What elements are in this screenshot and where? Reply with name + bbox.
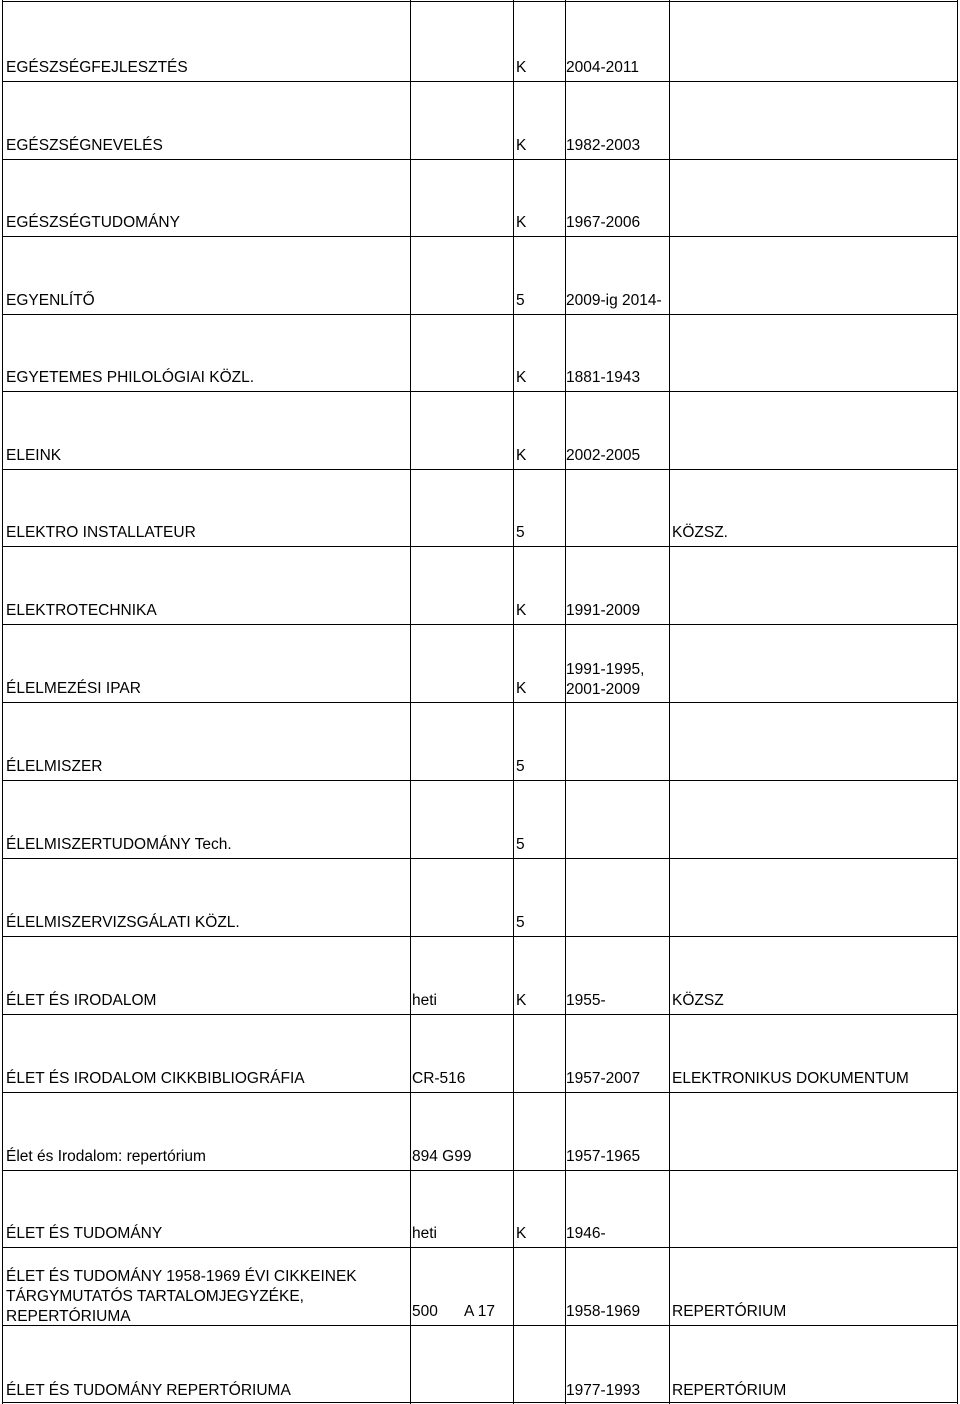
cell-freq: heti (412, 992, 437, 1009)
cell-code: K (516, 447, 527, 464)
cell-title: Élet és Irodalom: repertórium (6, 1148, 206, 1165)
cell-freq: 500 (412, 1303, 438, 1320)
cell-note: REPERTÓRIUM (672, 1382, 787, 1399)
cell-freq: CR-516 (412, 1070, 466, 1087)
cell-freq: heti (412, 1225, 437, 1242)
cell-title: ÉLET ÉS TUDOMÁNY 1958-1969 ÉVI CIKKEINEK TÁRGYMUTATÓS TARTALOMJEGYZÉKE, REPERTÓRIUMA (6, 1268, 357, 1325)
cell-years: 2002-2005 (566, 447, 641, 464)
cell-title: ÉLET ÉS TUDOMÁNY REPERTÓRIUMA (6, 1382, 291, 1399)
cell-code: K (516, 680, 527, 697)
cell-title: EGÉSZSÉGNEVELÉS (6, 137, 163, 154)
cell-code: 5 (516, 292, 525, 309)
cell-title: ÉLELMEZÉSI IPAR (6, 680, 141, 697)
cell-title: ÉLET ÉS TUDOMÁNY (6, 1225, 163, 1242)
cell-title: EGYENLÍTŐ (6, 292, 95, 309)
cell-years: 1991-2009 (566, 602, 641, 619)
cell-title: ELEKTRO INSTALLATEUR (6, 524, 196, 541)
cell-title: EGYETEMES PHILOLÓGIAI KÖZL. (6, 369, 255, 386)
cell-code: K (516, 992, 527, 1009)
cell-title: ELEINK (6, 447, 62, 464)
cell-years: 1957-1965 (566, 1148, 641, 1165)
cell-code: 5 (516, 758, 525, 775)
cell-years: 1958-1969 (566, 1303, 641, 1320)
cell-code: K (516, 1225, 527, 1242)
cell-years: 1991-1995, 2001-2009 (566, 661, 645, 698)
cell-years: 1977-1993 (566, 1382, 641, 1399)
cell-code: 5 (516, 836, 525, 853)
cell-title: ÉLET ÉS IRODALOM (6, 992, 157, 1009)
cell-title: ÉLELMISZER (6, 758, 103, 775)
cell-code: K (516, 59, 527, 76)
cell-freq: 894 G99 (412, 1148, 472, 1165)
cell-title: EGÉSZSÉGTUDOMÁNY (6, 214, 180, 231)
cell-years: 1881-1943 (566, 369, 641, 386)
cell-note: KÖZSZ. (672, 524, 728, 541)
cell-code: 5 (516, 914, 525, 931)
cell-code: A 17 (464, 1303, 496, 1320)
cell-years: 1967-2006 (566, 214, 641, 231)
cell-years: 1946- (566, 1225, 606, 1242)
cell-years: 1957-2007 (566, 1070, 641, 1087)
cell-code: K (516, 137, 527, 154)
cell-years: 2009-ig 2014- (566, 292, 662, 309)
cell-years: 1955- (566, 992, 606, 1009)
cell-code: K (516, 369, 527, 386)
cell-note: ELEKTRONIKUS DOKUMENTUM (672, 1070, 909, 1087)
cell-code: 5 (516, 524, 525, 541)
cell-note: KÖZSZ (672, 992, 724, 1009)
cell-title: ÉLELMISZERVIZSGÁLATI KÖZL. (6, 914, 240, 931)
cell-title: ÉLET ÉS IRODALOM CIKKBIBLIOGRÁFIA (6, 1070, 305, 1087)
cell-title: ELEKTROTECHNIKA (6, 602, 157, 619)
cell-note: REPERTÓRIUM (672, 1303, 787, 1320)
cell-years: 2004-2011 (566, 59, 639, 76)
cell-title: EGÉSZSÉGFEJLESZTÉS (6, 59, 188, 76)
cell-years: 1982-2003 (566, 137, 641, 154)
cell-title: ÉLELMISZERTUDOMÁNY Tech. (6, 836, 232, 853)
cell-code: K (516, 214, 527, 231)
cell-code: K (516, 602, 527, 619)
